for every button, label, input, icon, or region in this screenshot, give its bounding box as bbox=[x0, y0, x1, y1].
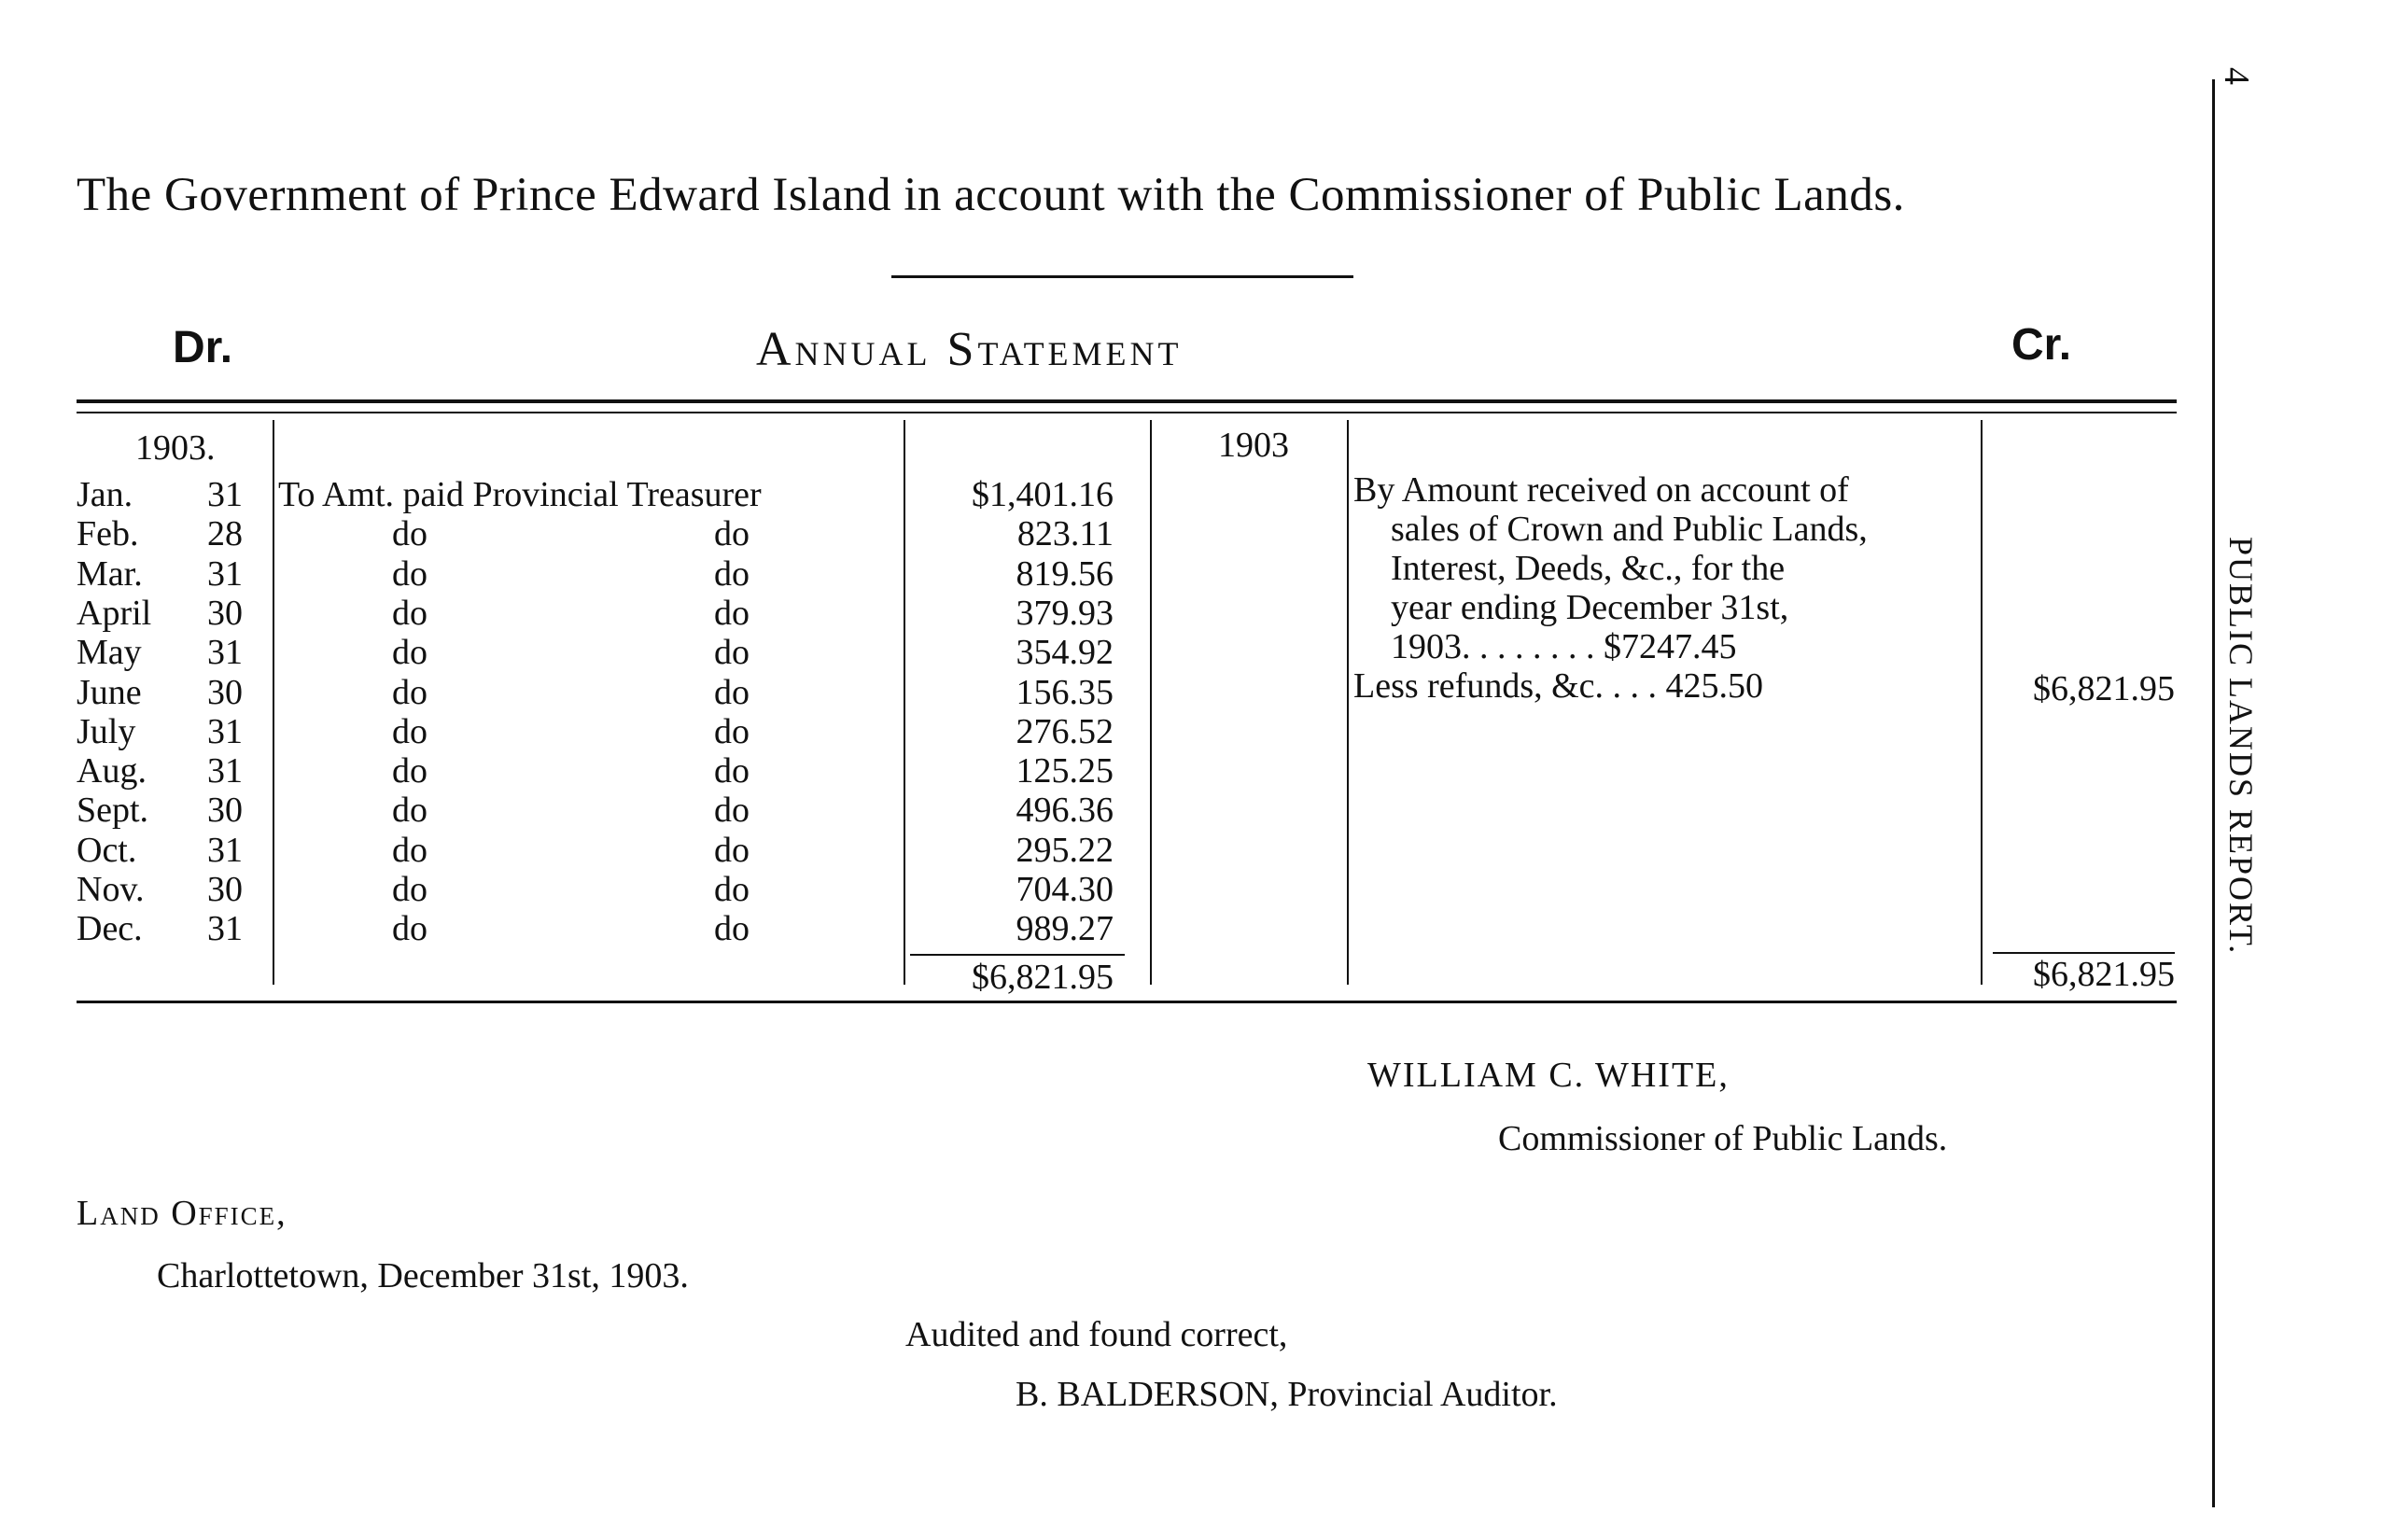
table-bottom-rule bbox=[77, 1001, 2177, 1003]
debit-day: 30 bbox=[207, 672, 243, 712]
table-top-rule bbox=[77, 399, 2177, 403]
debit-ditto-1: do bbox=[392, 751, 427, 791]
debit-ditto-2: do bbox=[714, 751, 750, 791]
page-number: 4 bbox=[2217, 67, 2256, 85]
debit-amount: 496.36 bbox=[1016, 791, 1114, 831]
debit-amount: 156.35 bbox=[1016, 672, 1114, 712]
credit-line-5: 1903. . . . . . . . $7247.45 bbox=[1391, 627, 1737, 666]
debit-month: July bbox=[77, 711, 136, 751]
debit-day: 31 bbox=[207, 475, 243, 514]
debit-ditto-2: do bbox=[714, 870, 750, 909]
credit-year: 1903 bbox=[1218, 426, 1289, 465]
debit-ditto-1: do bbox=[392, 909, 427, 949]
debit-ditto-2: do bbox=[714, 672, 750, 712]
side-title: PUBLIC LANDS REPORT. bbox=[2222, 537, 2260, 956]
statement-heading: Annual Statement bbox=[756, 323, 1183, 376]
col-rule-desc bbox=[904, 420, 905, 985]
credit-line-6: Less refunds, &c. . . . 425.50 bbox=[1353, 666, 1764, 706]
debit-amount: 276.52 bbox=[1016, 711, 1114, 751]
col-rule-credit-desc bbox=[1981, 420, 1983, 985]
credit-line-4: year ending December 31st, bbox=[1391, 588, 1789, 627]
debit-day: 30 bbox=[207, 870, 243, 909]
credit-line-1: By Amount received on account of bbox=[1353, 470, 1849, 510]
right-margin-rule bbox=[2212, 79, 2215, 1507]
debit-month: Oct. bbox=[77, 830, 137, 870]
debit-day: 28 bbox=[207, 514, 243, 554]
debit-day: 31 bbox=[207, 553, 243, 594]
debit-total: $6,821.95 bbox=[972, 958, 1114, 997]
page-title: The Government of Prince Edward Island in account with the Commissioner of Public Lands. bbox=[77, 169, 1905, 221]
land-office: Land Office, bbox=[77, 1194, 287, 1233]
credit-line-2: sales of Crown and Public Lands, bbox=[1391, 510, 1868, 549]
col-rule-credit-date bbox=[1347, 420, 1349, 985]
debit-amount: 819.56 bbox=[1016, 553, 1114, 594]
debit-year: 1903. bbox=[135, 428, 216, 468]
debit-amount: 989.27 bbox=[1016, 909, 1114, 949]
debit-ditto-2: do bbox=[714, 909, 750, 949]
debit-amount: 295.22 bbox=[1016, 830, 1114, 870]
debit-day: 31 bbox=[207, 751, 243, 791]
debit-ditto-2: do bbox=[714, 830, 750, 870]
debit-amount: 379.93 bbox=[1016, 593, 1114, 633]
place-date: Charlottetown, December 31st, 1903. bbox=[157, 1256, 689, 1295]
debit-ditto-1: do bbox=[392, 870, 427, 909]
credit-total: $6,821.95 bbox=[2033, 955, 2175, 994]
debit-ditto-1: do bbox=[392, 791, 427, 831]
debit-month: June bbox=[77, 672, 142, 712]
debit-ditto-2: do bbox=[714, 514, 750, 554]
debit-month: Mar. bbox=[77, 553, 143, 594]
debit-amount: $1,401.16 bbox=[972, 475, 1114, 514]
debit-first-description: To Amt. paid Provincial Treasurer bbox=[278, 475, 762, 514]
commissioner-name: WILLIAM C. WHITE, bbox=[1367, 1056, 1730, 1095]
debit-month: Dec. bbox=[77, 909, 143, 949]
debit-ditto-1: do bbox=[392, 514, 427, 554]
debit-ditto-1: do bbox=[392, 633, 427, 673]
credit-line-3: Interest, Deeds, &c., for the bbox=[1391, 549, 1786, 588]
cr-label: Cr. bbox=[2011, 320, 2072, 370]
table-top-rule-thin bbox=[77, 412, 2177, 413]
debit-day: 30 bbox=[207, 593, 243, 633]
debit-ditto-1: do bbox=[392, 830, 427, 870]
debit-ditto-2: do bbox=[714, 711, 750, 751]
debit-amount: 704.30 bbox=[1016, 870, 1114, 909]
debit-ditto-2: do bbox=[714, 633, 750, 673]
debit-amount: 823.11 bbox=[1016, 514, 1114, 554]
debit-month: Jan. bbox=[77, 475, 133, 514]
debit-day: 31 bbox=[207, 711, 243, 751]
col-rule-date bbox=[273, 420, 274, 985]
debit-day: 30 bbox=[207, 791, 243, 831]
debit-month: April bbox=[77, 593, 152, 633]
debit-amount: 125.25 bbox=[1016, 751, 1114, 791]
credit-net-amount: $6,821.95 bbox=[2033, 669, 2175, 708]
debit-day: 31 bbox=[207, 830, 243, 870]
debit-month: May bbox=[77, 633, 142, 673]
commissioner-title: Commissioner of Public Lands. bbox=[1498, 1119, 1948, 1158]
debit-ditto-1: do bbox=[392, 553, 427, 594]
debit-day: 31 bbox=[207, 909, 243, 949]
debit-ditto-1: do bbox=[392, 672, 427, 712]
auditor-line: B. BALDERSON, Provincial Auditor. bbox=[1016, 1375, 1558, 1414]
debit-ditto-1: do bbox=[392, 711, 427, 751]
debit-total-rule bbox=[910, 954, 1125, 956]
debit-month: Nov. bbox=[77, 870, 145, 909]
debit-ditto-1: do bbox=[392, 593, 427, 633]
title-rule bbox=[891, 275, 1353, 278]
debit-month: Aug. bbox=[77, 751, 147, 791]
debit-month: Sept. bbox=[77, 791, 149, 831]
col-rule-amount bbox=[1150, 420, 1152, 985]
debit-ditto-2: do bbox=[714, 593, 750, 633]
debit-day: 31 bbox=[207, 633, 243, 673]
dr-label: Dr. bbox=[173, 323, 233, 372]
debit-amount: 354.92 bbox=[1016, 633, 1114, 673]
debit-ditto-2: do bbox=[714, 791, 750, 831]
debit-month: Feb. bbox=[77, 514, 139, 554]
debit-ditto-2: do bbox=[714, 553, 750, 594]
audited-line: Audited and found correct, bbox=[905, 1315, 1288, 1354]
